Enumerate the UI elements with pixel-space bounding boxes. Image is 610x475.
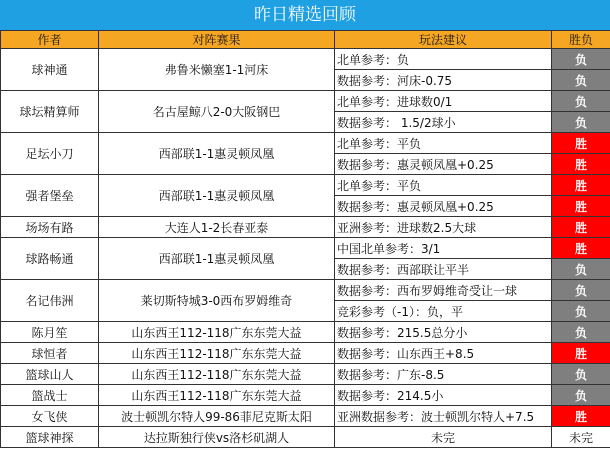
advice-cell: 北单参考：平负	[335, 175, 552, 196]
header-author: 作者	[1, 31, 99, 49]
page-title: 昨日精选回顾	[0, 0, 610, 30]
result-badge: 胜	[552, 154, 610, 175]
advice-cell: 北单参考：进球数0/1	[335, 91, 552, 112]
table-row	[1, 322, 610, 343]
result-badge: 负	[552, 280, 610, 301]
author-cell: 场场有路	[1, 217, 99, 238]
author-cell: 篮战士	[1, 385, 99, 406]
author-cell: 名记伟洲	[1, 280, 99, 322]
table-row	[1, 49, 610, 70]
result-badge: 胜	[552, 217, 610, 238]
author-cell: 足坛小刀	[1, 133, 99, 175]
advice-cell: 中国北单参考：3/1	[335, 238, 552, 259]
result-badge: 负	[552, 259, 610, 280]
header-advice: 玩法建议	[335, 31, 552, 49]
advice-cell: 数据参考：惠灵顿凤凰+0.25	[335, 196, 552, 217]
result-badge: 负	[552, 70, 610, 91]
table-body	[1, 49, 610, 448]
header-row	[1, 31, 610, 49]
result-badge: 胜	[552, 196, 610, 217]
advice-cell: 数据参考：惠灵顿凤凰+0.25	[335, 154, 552, 175]
table-row	[1, 217, 610, 238]
advice-cell: 数据参考：西部联让平半	[335, 259, 552, 280]
advice-cell: 北单参考：负	[335, 49, 552, 70]
review-table	[0, 30, 610, 448]
table-row	[1, 175, 610, 196]
table-row	[1, 91, 610, 112]
header-match: 对阵赛果	[99, 31, 335, 49]
result-badge: 负	[552, 385, 610, 406]
advice-cell: 未完	[335, 427, 552, 448]
advice-cell: 亚洲数据参考：波士顿凯尔特人+7.5	[335, 406, 552, 427]
advice-cell: 数据参考：河床-0.75	[335, 70, 552, 91]
match-cell: 山东西王112-118广东东莞大益	[99, 343, 335, 364]
advice-cell: 数据参考： 1.5/2球小	[335, 112, 552, 133]
advice-cell: 竞彩参考（-1）：负，平	[335, 301, 552, 322]
result-badge: 未完	[552, 427, 610, 448]
advice-cell: 亚洲参考：进球数2.5大球	[335, 217, 552, 238]
match-cell: 西部联1-1惠灵顿凤凰	[99, 175, 335, 217]
match-cell: 山东西王112-118广东东莞大益	[99, 364, 335, 385]
table-row	[1, 343, 610, 364]
author-cell: 球坛精算师	[1, 91, 99, 133]
table-row	[1, 364, 610, 385]
result-badge: 胜	[552, 343, 610, 364]
result-badge: 胜	[552, 406, 610, 427]
match-cell: 波士顿凯尔特人99-86菲尼克斯太阳	[99, 406, 335, 427]
advice-cell: 数据参考：西布罗姆维奇受让一球	[335, 280, 552, 301]
table-row	[1, 238, 610, 259]
match-cell: 弗鲁米懒塞1-1河床	[99, 49, 335, 91]
match-cell: 山东西王112-118广东东莞大益	[99, 322, 335, 343]
advice-cell: 北单参考：平负	[335, 133, 552, 154]
table-row	[1, 280, 610, 301]
author-cell: 篮球山人	[1, 364, 99, 385]
table-row	[1, 406, 610, 427]
table-row	[1, 427, 610, 448]
result-badge: 负	[552, 322, 610, 343]
author-cell: 球恒者	[1, 343, 99, 364]
author-cell: 球路畅通	[1, 238, 99, 280]
match-cell: 莱切斯特城3-0西布罗姆维奇	[99, 280, 335, 322]
match-cell: 名古屋鲸八2-0大阪钢巴	[99, 91, 335, 133]
table-row	[1, 133, 610, 154]
header-result: 胜负	[552, 31, 610, 49]
result-badge: 负	[552, 49, 610, 70]
advice-cell: 数据参考：广东-8.5	[335, 364, 552, 385]
result-badge: 胜	[552, 133, 610, 154]
match-cell: 达拉斯独行侠vs洛杉矶湖人	[99, 427, 335, 448]
result-badge: 负	[552, 112, 610, 133]
match-cell: 山东西王112-118广东东莞大益	[99, 385, 335, 406]
match-cell: 西部联1-1惠灵顿凤凰	[99, 238, 335, 280]
author-cell: 强者堡垒	[1, 175, 99, 217]
match-cell: 大连人1-2长春亚泰	[99, 217, 335, 238]
match-cell: 西部联1-1惠灵顿凤凰	[99, 133, 335, 175]
advice-cell: 数据参考：214.5小	[335, 385, 552, 406]
author-cell: 女飞侠	[1, 406, 99, 427]
result-badge: 负	[552, 91, 610, 112]
result-badge: 负	[552, 364, 610, 385]
author-cell: 陈月笙	[1, 322, 99, 343]
author-cell: 球神通	[1, 49, 99, 91]
result-badge: 胜	[552, 238, 610, 259]
table-row	[1, 385, 610, 406]
advice-cell: 数据参考：215.5总分小	[335, 322, 552, 343]
result-badge: 负	[552, 301, 610, 322]
author-cell: 篮球神探	[1, 427, 99, 448]
result-badge: 胜	[552, 175, 610, 196]
advice-cell: 数据参考：山东西王+8.5	[335, 343, 552, 364]
